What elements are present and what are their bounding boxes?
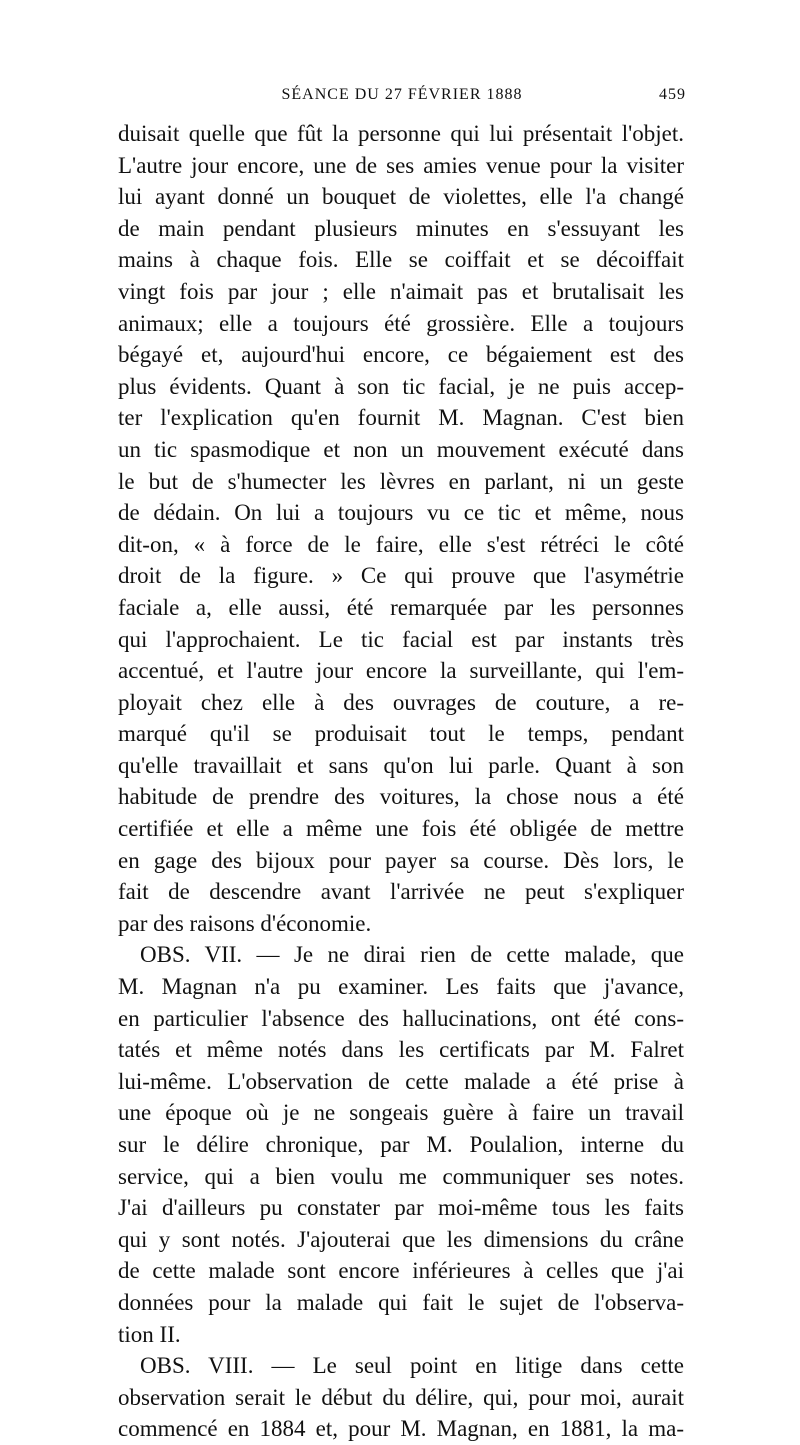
text-line: de dédain. On lui a toujours vu ce tic et même, nous — [118, 500, 684, 526]
text-line: dit-on, « à force de le faire, elle s'est rétréci le côté — [118, 531, 684, 557]
text-line: L'autre jour encore, une de ses amies venue pour la visiter — [118, 152, 684, 178]
text-line: certifiée et elle a même une fois été obligée de mettre — [118, 816, 684, 842]
text-line: bégayé et, aujourd'hui encore, ce bégaiement est des — [118, 342, 684, 368]
text-line: en gage des bijoux pour payer sa course. Dès lors, le — [118, 847, 684, 873]
text-line: commencé en 1884 et, pour M. Magnan, en 1881, la ma- — [118, 1416, 684, 1442]
body-text — [118, 118, 684, 1445]
text-line: de cette malade sont encore inférieures à celles que j'ai — [118, 1258, 684, 1284]
text-line: données pour la malade qui fait le sujet de l'observa- — [118, 1289, 684, 1315]
text-line: marqué qu'il se produisait tout le temps, pendant — [118, 721, 684, 747]
text-line: mains à chaque fois. Elle se coiffait et se décoiffait — [118, 247, 684, 273]
text-line: lui-même. L'observation de cette malade a été prise à — [118, 1068, 684, 1094]
text-line: fait de descendre avant l'arrivée ne peut s'expliquer — [118, 879, 684, 905]
text-line: plus évidents. Quant à son tic facial, je ne puis accep- — [118, 373, 684, 399]
text-line: un tic spasmodique et non un mouvement exécuté dans — [118, 436, 684, 462]
text-line: une époque où je ne songeais guère à faire un travail — [118, 1100, 684, 1126]
text-line: ployait chez elle à des ouvrages de couture, a re- — [118, 689, 684, 715]
text-line: animaux; elle a toujours été grossière. Elle a toujours — [118, 310, 684, 336]
text-line: tion II. — [118, 1321, 181, 1347]
text-line: qu'elle travaillait et sans qu'on lui parle. Quant à son — [118, 752, 684, 778]
running-head-title: SÉANCE DU 27 FÉVRIER 1888 — [281, 86, 523, 103]
text-line: ter l'explication qu'en fournit M. Magnan. C'est bien — [118, 405, 684, 431]
text-line: qui l'approchaient. Le tic facial est par instants très — [118, 626, 684, 652]
text-line: par des raisons d'économie. — [118, 910, 372, 936]
text-line: OBS. VII. — Je ne dirai rien de cette malade, que — [140, 942, 684, 968]
running-head — [118, 86, 686, 110]
text-line: J'ai d'ailleurs pu constater par moi-même tous les faits — [118, 1195, 684, 1221]
text-line: en particulier l'absence des hallucinations, ont été cons- — [118, 1005, 684, 1031]
text-line: M. Magnan n'a pu examiner. Les faits que j'avance, — [118, 974, 684, 1000]
text-line: tatés et même notés dans les certificats par M. Falret — [118, 1037, 684, 1063]
text-line: de main pendant plusieurs minutes en s'essuyant les — [118, 215, 684, 241]
text-line: OBS. VIII. — Le seul point en litige dans cette — [140, 1353, 684, 1379]
text-line: lui ayant donné un bouquet de violettes, elle l'a changé — [118, 184, 684, 210]
text-line: vingt fois par jour ; elle n'aimait pas et brutalisait les — [118, 278, 684, 304]
text-line: droit de la figure. » Ce qui prouve que l'asymétrie — [118, 563, 684, 589]
text-line: habitude de prendre des voitures, la chose nous a été — [118, 784, 684, 810]
text-line: le but de s'humecter les lèvres en parlant, ni un geste — [118, 468, 684, 494]
text-line: qui y sont notés. J'ajouterai que les dimensions du crâne — [118, 1226, 684, 1252]
text-line: observation serait le début du délire, qui, pour moi, aurait — [118, 1384, 684, 1410]
text-line: accentué, et l'autre jour encore la surveillante, qui l'em- — [118, 658, 684, 684]
text-line: sur le délire chronique, par M. Poulalion, interne du — [118, 1132, 684, 1157]
text-line: duisait quelle que fût la personne qui lui présentait l'objet. — [118, 121, 684, 146]
page-number: 459 — [659, 86, 686, 103]
text-line: faciale a, elle aussi, été remarquée par les personnes — [118, 594, 684, 620]
text-line: service, qui a bien voulu me communiquer ses notes. — [118, 1163, 684, 1189]
